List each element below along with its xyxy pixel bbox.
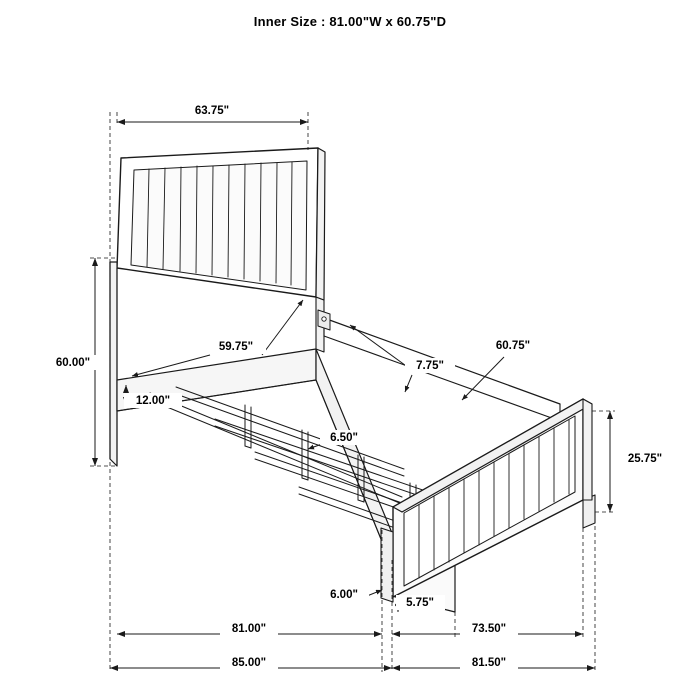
dim-headboard-panel-width: 59.75" (218, 341, 254, 353)
dim-deck-height: 12.00" (135, 395, 171, 407)
dim-slat-height: 6.50" (330, 432, 358, 444)
dim-footboard-base-height: 5.75" (406, 597, 434, 609)
dim-bed-inner-depth: 60.75" (495, 340, 531, 352)
dim-clearance-height: 6.00" (330, 589, 358, 601)
dim-footboard-height: 25.75" (627, 453, 663, 465)
dim-rail-top-thickness: 7.75" (416, 360, 444, 372)
bed-illustration (110, 148, 595, 612)
dim-footboard-overall-width: 81.50" (471, 657, 507, 669)
dim-headboard-width: 63.75" (194, 105, 230, 117)
dim-footboard-panel-width: 73.50" (471, 623, 507, 635)
dim-overall-length: 85.00" (231, 657, 267, 669)
dim-side-rail-length: 81.00" (231, 623, 267, 635)
page-title: Inner Size : 81.00"W x 60.75"D (253, 14, 447, 29)
dim-headboard-height: 60.00" (55, 357, 91, 369)
